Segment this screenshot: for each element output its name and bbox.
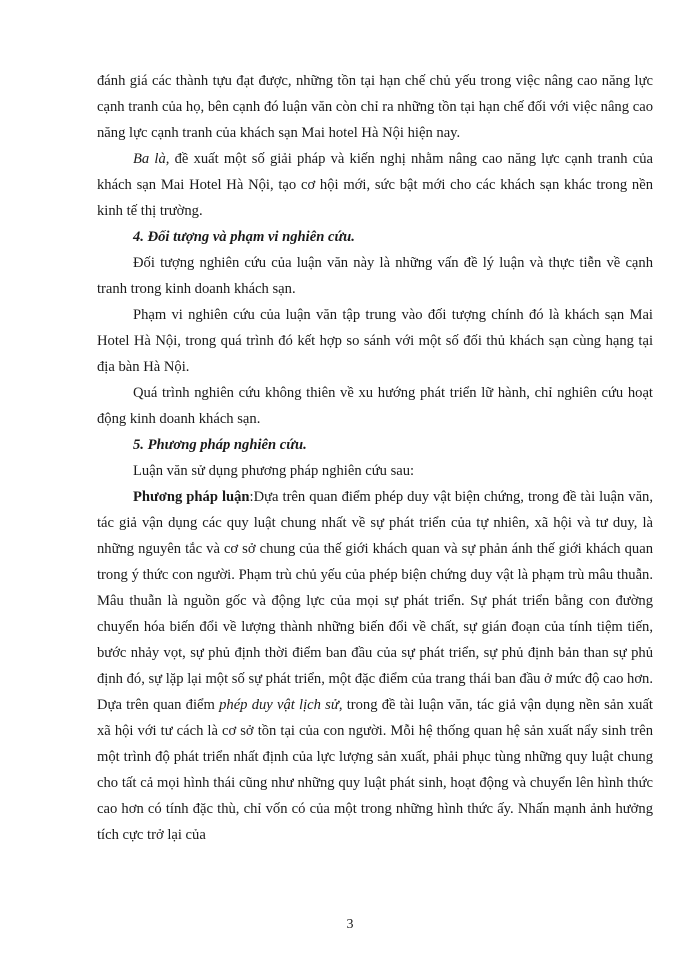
paragraph-lead-bold: Phương pháp luận bbox=[133, 489, 250, 505]
section-heading-4: 4. Đối tượng và phạm vi nghiên cứu. bbox=[133, 229, 355, 245]
paragraph-research-object: Đối tượng nghiên cứu của luận văn này là những vấn đề lý luận và thực tiễn về cạnh tranh trong kinh doanh khách sạn. bbox=[97, 255, 653, 297]
section-heading-5: 5. Phương pháp nghiên cứu. bbox=[133, 437, 307, 453]
paragraph-text-a: :Dựa trên quan điểm phép duy vật biện chứng, trong đề tài luận văn, tác giả vận dụng các quy luật chung nhất về sự phát triển của tự nhiên, xã hội và tư duy, là những nguyên tắc và cơ sở chung của thế giới khách quan và sự phản ánh thế giới khách quan trong ý thức con người. Phạm trù chủ yếu của phép biện chứng duy vật là phạm trù mâu thuẫn. Mâu thuẫn là nguồn gốc và động lực của mọi sự phát triển. Sự phát triển bằng con đường chuyển hóa biến đổi về lượng thành những biến đổi về chất, sự gián đoạn của tính tiệm tiến, bước nhảy vọt, sự phủ định thời điểm ban đầu của sự phát triển, sự phủ định bản than sự phủ định đó, sự lặp lại một số sự phát triển, một đặc điểm của trang thái ban đầu ở mức độ cao hơn. Dựa trên quan điểm bbox=[97, 489, 653, 713]
paragraph-lead-italic: Ba là, bbox=[133, 151, 170, 167]
paragraph-research-process: Quá trình nghiên cứu không thiên về xu hướng phát triển lữ hành, chỉ nghiên cứu hoạt động kinh doanh khách sạn. bbox=[97, 385, 653, 427]
paragraph-research-scope: Phạm vi nghiên cứu của luận văn tập trung vào đối tượng chính đó là khách sạn Mai Hotel Hà Nội, trong quá trình đó kết hợp so sánh với một số đối thủ khách sạn cùng hạng tại địa bàn Hà Nội. bbox=[97, 307, 653, 375]
paragraph-text: đề xuất một số giải pháp và kiến nghị nhằm nâng cao năng lực cạnh tranh của khách sạn Mai Hotel Hà Nội, tạo cơ hội mới, sức bật mới cho các khách sạn khác trong nền kinh tế thị trường. bbox=[97, 151, 653, 219]
paragraph-methodology bbox=[97, 484, 653, 848]
body-text bbox=[97, 68, 653, 848]
paragraph-continuation: đánh giá các thành tựu đạt được, những tồn tại hạn chế chủ yếu trong việc nâng cao năng lực cạnh tranh của họ, bên cạnh đó luận văn còn chỉ ra những tồn tại hạn chế đối với việc nâng cao năng lực cạnh tranh của khách sạn Mai hotel Hà Nội hiện nay. bbox=[97, 73, 653, 141]
paragraph-italic-term: phép duy vật lịch sử bbox=[219, 697, 339, 713]
paragraph-ba-la bbox=[97, 146, 653, 224]
page-number: 3 bbox=[346, 917, 354, 932]
paragraph-text-b: , trong đề tài luận văn, tác giả vận dụng nền sản xuất xã hội với tư cách là cơ sở tồn tại của con người. Mỗi hệ thống quan hệ sản xuất nẩy sinh trên một trình độ phát triển nhất định của lực lượng sản xuất, phải phục tùng những quy luật chung cho tất cả mọi hình thái cũng như những quy luật phát sinh, hoạt động và chuyển lên hình thức cao hơn có tính đặc thù, chỉ vốn có của một trong những hình thức ấy. Nhấn mạnh ảnh hưởng tích cực trở lại của bbox=[97, 697, 653, 843]
paragraph-methods-intro: Luận văn sử dụng phương pháp nghiên cứu sau: bbox=[133, 463, 415, 479]
